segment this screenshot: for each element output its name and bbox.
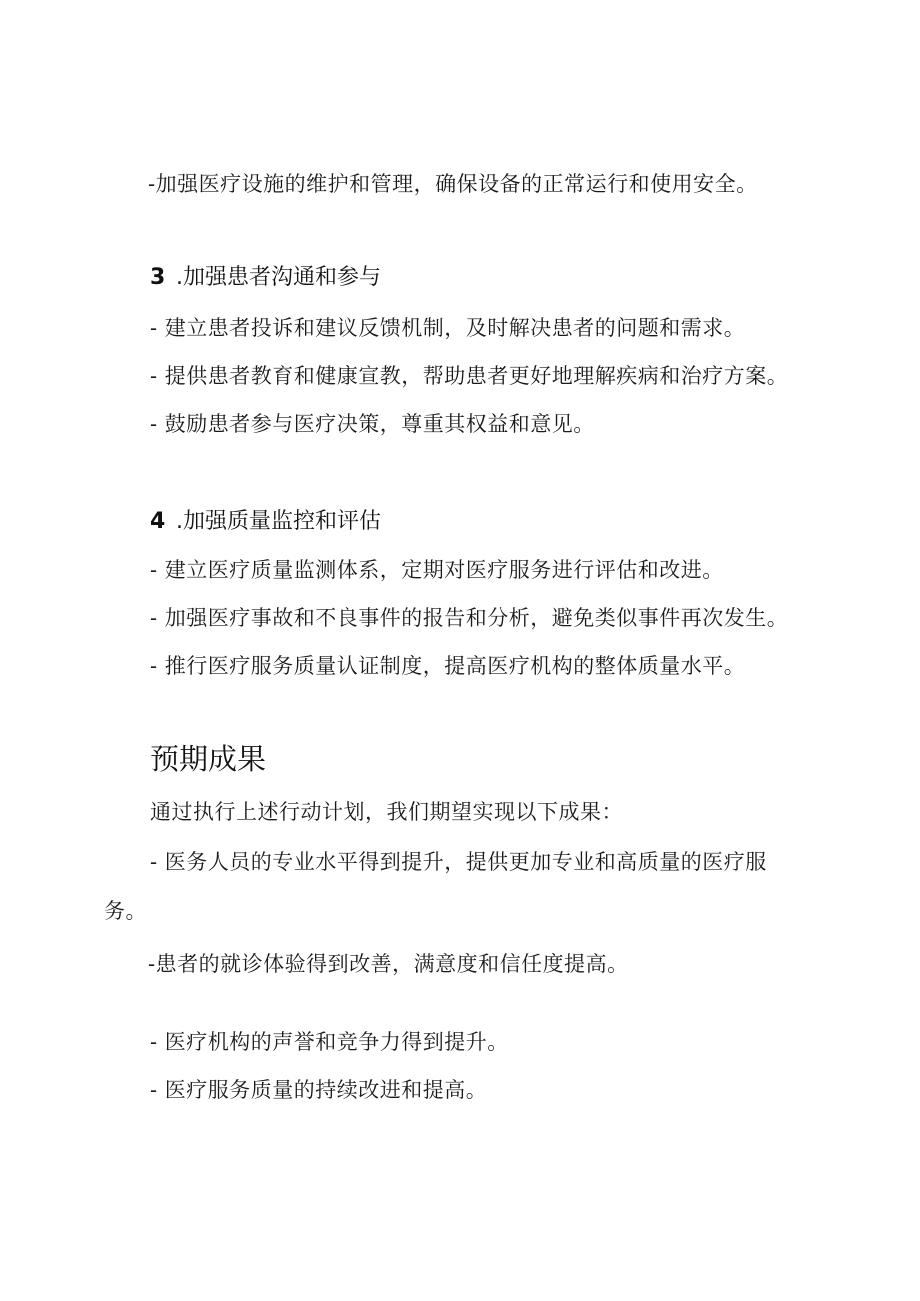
section-3-item: - 建立患者投诉和建议反馈机制，及时解决患者的问题和需求。 — [150, 316, 746, 340]
section-4-heading — [150, 508, 381, 536]
section-4-title: .加强质量监控和评估 — [176, 509, 381, 534]
section-4-item: - 加强医疗事故和不良事件的报告和分析，避免类似事件再次发生。 — [150, 606, 789, 630]
section-4-item: - 建立医疗质量监测体系，定期对医疗服务进行评估和改进。 — [150, 558, 724, 582]
section-3-heading — [150, 264, 381, 292]
outcomes-title: 预期成果 — [150, 742, 267, 776]
outcomes-item-2: -患者的就诊体验得到改善，满意度和信任度提高。 — [148, 952, 629, 976]
outcomes-intro: 通过执行上述行动计划，我们期望实现以下成果： — [150, 800, 623, 824]
section-3-number: 3 — [150, 265, 166, 290]
outcomes-item-4: - 医疗服务质量的持续改进和提高。 — [150, 1078, 488, 1102]
outcomes-item-1-line-1: - 医务人员的专业水平得到提升，提供更加专业和高质量的医疗服 — [150, 850, 767, 874]
section-3-title: .加强患者沟通和参与 — [176, 265, 381, 290]
intro-line: -加强医疗设施的维护和管理，确保设备的正常运行和使用安全。 — [148, 172, 758, 196]
outcomes-item-1-line-2: 务。 — [104, 899, 147, 923]
section-3-item: - 鼓励患者参与医疗决策，尊重其权益和意见。 — [150, 412, 595, 436]
section-4-item: - 推行医疗服务质量认证制度，提高医疗机构的整体质量水平。 — [150, 654, 746, 678]
section-4-number: 4 — [150, 509, 166, 534]
section-3-item: - 提供患者教育和健康宣教，帮助患者更好地理解疾病和治疗方案。 — [150, 364, 789, 388]
outcomes-item-3: - 医疗机构的声誉和竞争力得到提升。 — [150, 1030, 509, 1054]
